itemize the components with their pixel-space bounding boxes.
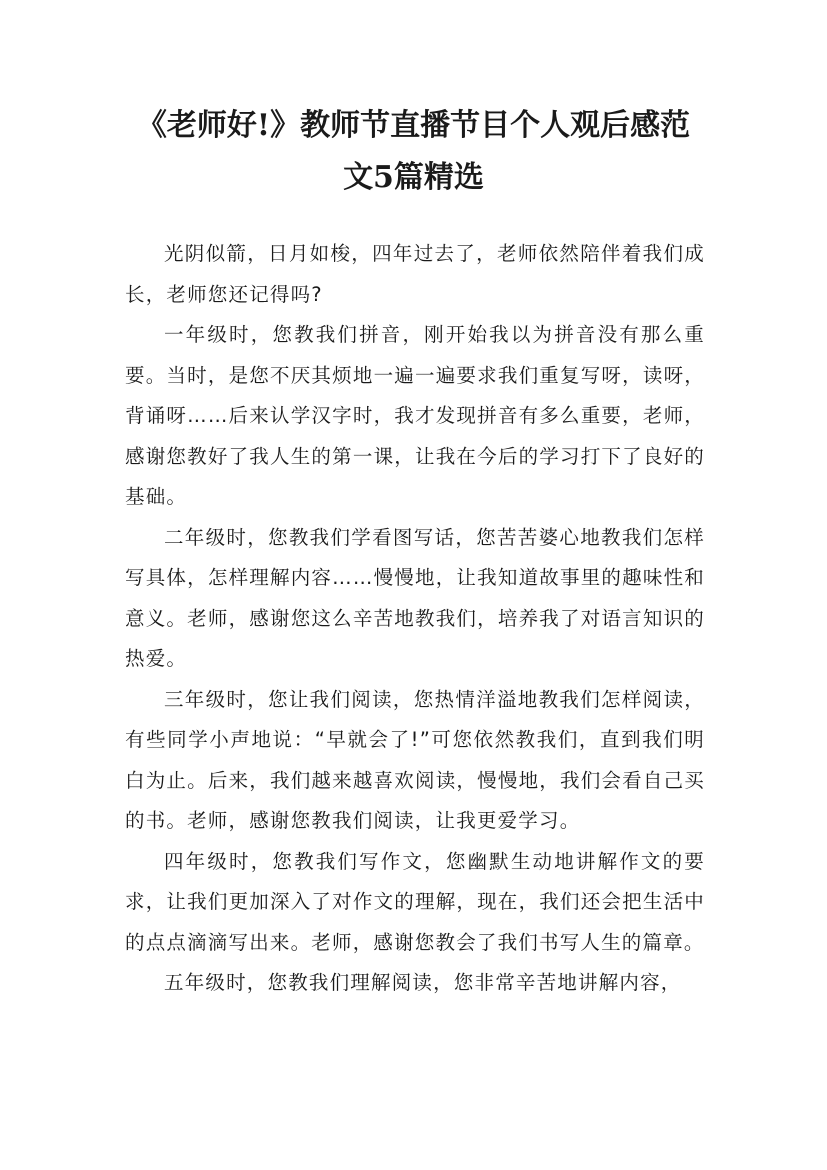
paragraph: 五年级时，您教我们理解阅读，您非常辛苦地讲解内容， (164, 971, 682, 994)
document-body (125, 234, 705, 1004)
paragraph: 光阴似箭，日月如梭，四年过去了，老师依然陪伴着我们成长，老师您还记得吗? (125, 242, 705, 306)
title-line-1: 《老师好!》教师节直播节目个人观后感范 (136, 108, 691, 143)
document-title (0, 100, 827, 204)
title-line-2: 文5篇精选 (343, 160, 484, 195)
paragraph: 三年级时，您让我们阅读，您热情洋溢地教我们怎样阅读，有些同学小声地说：“早就会了!”可您依然教我们，直到我们明白为止。后来，我们越来越喜欢阅读，慢慢地，我们会看自己买的书。老师，感谢您教我们阅读，让我更爱学习。 (125, 687, 705, 832)
paragraph: 二年级时，您教我们学看图写话，您苦苦婆心地教我们怎样写具体，怎样理解内容……慢慢地，让我知道故事里的趣味性和意义。老师，感谢您这么辛苦地教我们，培养我了对语言知识的热爱。 (125, 525, 705, 670)
paragraph: 一年级时，您教我们拼音，刚开始我以为拼音没有那么重要。当时，是您不厌其烦地一遍一遍要求我们重复写呀，读呀，背诵呀……后来认学汉字时，我才发现拼音有多么重要，老师，感谢您教好了我人生的第一课，让我在今后的学习打下了良好的基础。 (125, 323, 705, 508)
paragraph: 四年级时，您教我们写作文，您幽默生动地讲解作文的要求，让我们更加深入了对作文的理解，现在，我们还会把生活中的点点滴滴写出来。老师，感谢您教会了我们书写人生的篇章。 (125, 849, 705, 954)
